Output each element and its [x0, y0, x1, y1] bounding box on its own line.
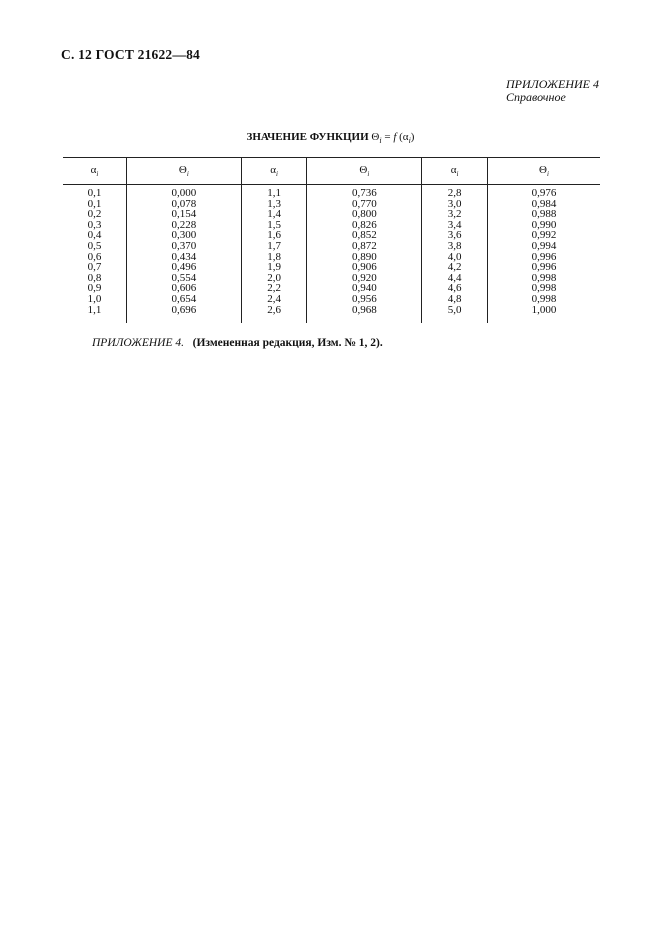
table-cell: 4,6 [422, 283, 488, 294]
table-cell: 2,6 [241, 305, 307, 324]
table-cell: 0,000 [127, 185, 242, 199]
table-cell: 4,0 [422, 252, 488, 263]
table-cell: 0,1 [87, 187, 102, 199]
table-cell: 1,000 [487, 305, 600, 324]
column-header [422, 158, 488, 185]
column-header-symbol: Θ [178, 163, 187, 176]
table-row [63, 209, 600, 220]
table-cell: 0,1 [87, 197, 102, 210]
table-title-formula [371, 131, 415, 146]
column-header [307, 158, 422, 185]
formula-eq: = [381, 131, 394, 143]
table-cell: 0,998 [487, 273, 600, 284]
table-cell: 0,984 [487, 199, 600, 210]
table-row [63, 305, 600, 324]
table-cell: 3,0 [422, 199, 488, 210]
appendix-title: ПРИЛОЖЕНИЕ 4 [506, 77, 599, 91]
table-cell: 0,956 [307, 294, 422, 305]
table-cell: 0,370 [127, 241, 242, 252]
appendix-block [506, 78, 599, 104]
table-row [63, 220, 600, 231]
formula-sub-i-2: i [408, 136, 411, 146]
page-header: С. 12 ГОСТ 21622—84 [61, 47, 200, 62]
table-cell: 0,3 [87, 218, 102, 231]
table-cell: 0,4 [87, 229, 102, 242]
table-cell: 0,906 [307, 262, 422, 273]
column-header-symbol: Θ [359, 163, 368, 176]
table-cell: 0,554 [127, 273, 242, 284]
table-cell: 4,4 [422, 273, 488, 284]
column-header [241, 158, 307, 185]
table-row [63, 241, 600, 252]
table-cell: 1,1 [241, 185, 307, 199]
footnote-text: (Измененная редакция, Изм. № 1, 2). [192, 337, 383, 349]
table-cell: 3,8 [422, 241, 488, 252]
table-cell: 1,5 [241, 220, 307, 231]
table-cell: 3,4 [422, 220, 488, 231]
table-row [63, 199, 600, 210]
table-row [63, 294, 600, 305]
table-cell: 0,998 [487, 283, 600, 294]
table-cell: 4,2 [422, 262, 488, 273]
table-cell: 0,920 [307, 273, 422, 284]
table-cell: 0,434 [127, 252, 242, 263]
table-cell: 3,6 [422, 230, 488, 241]
table-cell: 0,9 [87, 282, 102, 295]
table-cell: 0,968 [307, 305, 422, 324]
table-cell: 0,496 [127, 262, 242, 273]
table-cell: 3,2 [422, 209, 488, 220]
table-cell: 0,5 [87, 239, 102, 252]
table-cell: 0,078 [127, 199, 242, 210]
table-row [63, 262, 600, 273]
table-cell: 0,228 [127, 220, 242, 231]
column-header-symbol: Θ [539, 163, 547, 176]
table-cell: 0,998 [487, 294, 600, 305]
table-cell: 0,606 [127, 283, 242, 294]
table-cell: 0,696 [127, 305, 242, 324]
table-cell: 0,994 [487, 241, 600, 252]
formula-open: (α [396, 131, 409, 143]
table-cell: 2,0 [241, 273, 307, 284]
table-cell: 1,8 [241, 252, 307, 263]
table-cell: 4,8 [422, 294, 488, 305]
table-cell: 0,800 [307, 209, 422, 220]
footnote [92, 337, 383, 349]
column-header-symbol: α [450, 163, 457, 176]
column-header [487, 158, 600, 185]
table-cell: 0,852 [307, 230, 422, 241]
table-cell: 0,976 [487, 185, 600, 199]
column-header-symbol: α [270, 163, 277, 176]
table-cell: 0,736 [307, 185, 422, 199]
column-header-subscript: i [367, 170, 370, 179]
table-cell: 0,770 [307, 199, 422, 210]
table-cell: 0,996 [487, 252, 600, 263]
table-cell: 0,6 [87, 250, 102, 263]
table-cell: 0,992 [487, 230, 600, 241]
column-header-subscript: i [276, 170, 278, 179]
table-row [63, 252, 600, 263]
table-cell: 0,7 [87, 261, 102, 274]
table-cell: 0,826 [307, 220, 422, 231]
table-row [63, 273, 600, 284]
table-cell: 1,7 [241, 241, 307, 252]
formula-f: f [393, 131, 397, 143]
column-header-subscript: i [456, 170, 459, 179]
table-cell: 1,1 [87, 303, 102, 316]
table-cell: 0,154 [127, 209, 242, 220]
table-cell: 0,654 [127, 294, 242, 305]
column-header-subscript: i [186, 170, 189, 179]
table-cell: 0,996 [487, 262, 600, 273]
table-body [63, 185, 600, 324]
table-cell: 0,990 [487, 220, 600, 231]
table-cell: 0,890 [307, 252, 422, 263]
table-row [63, 283, 600, 294]
table-row [63, 230, 600, 241]
formula-close: ) [410, 131, 415, 143]
table-cell: 0,872 [307, 241, 422, 252]
table-cell: 1,4 [241, 209, 307, 220]
table-title [0, 131, 661, 145]
table-cell: 1,3 [241, 199, 307, 210]
table-cell: 2,8 [422, 185, 488, 199]
table-cell: 0,2 [87, 208, 102, 221]
column-header [63, 158, 127, 185]
table-cell: 1,6 [241, 230, 307, 241]
column-header [127, 158, 242, 185]
table-title-text: ЗНАЧЕНИЕ ФУНКЦИИ [246, 131, 369, 143]
table-cell: 0,940 [307, 283, 422, 294]
column-header-subscript: i [546, 170, 549, 179]
appendix-subtitle: Справочное [506, 90, 566, 104]
table-cell: 1,9 [241, 262, 307, 273]
table-cell: 1,0 [87, 292, 102, 305]
table-cell: 0,8 [87, 271, 102, 284]
table-cell: 0,300 [127, 230, 242, 241]
column-header-symbol: α [90, 163, 97, 176]
column-header-subscript: i [96, 170, 99, 179]
table-header-row [63, 158, 600, 185]
table-cell: 2,4 [241, 294, 307, 305]
footnote-label: ПРИЛОЖЕНИЕ 4. [92, 337, 184, 349]
table-cell: 2,2 [241, 283, 307, 294]
formula-theta: Θ [371, 131, 380, 143]
function-table [63, 157, 600, 323]
table-cell: 5,0 [422, 305, 488, 324]
formula-sub-i: i [379, 136, 382, 146]
table-row [63, 185, 600, 199]
table-cell: 0,988 [487, 209, 600, 220]
